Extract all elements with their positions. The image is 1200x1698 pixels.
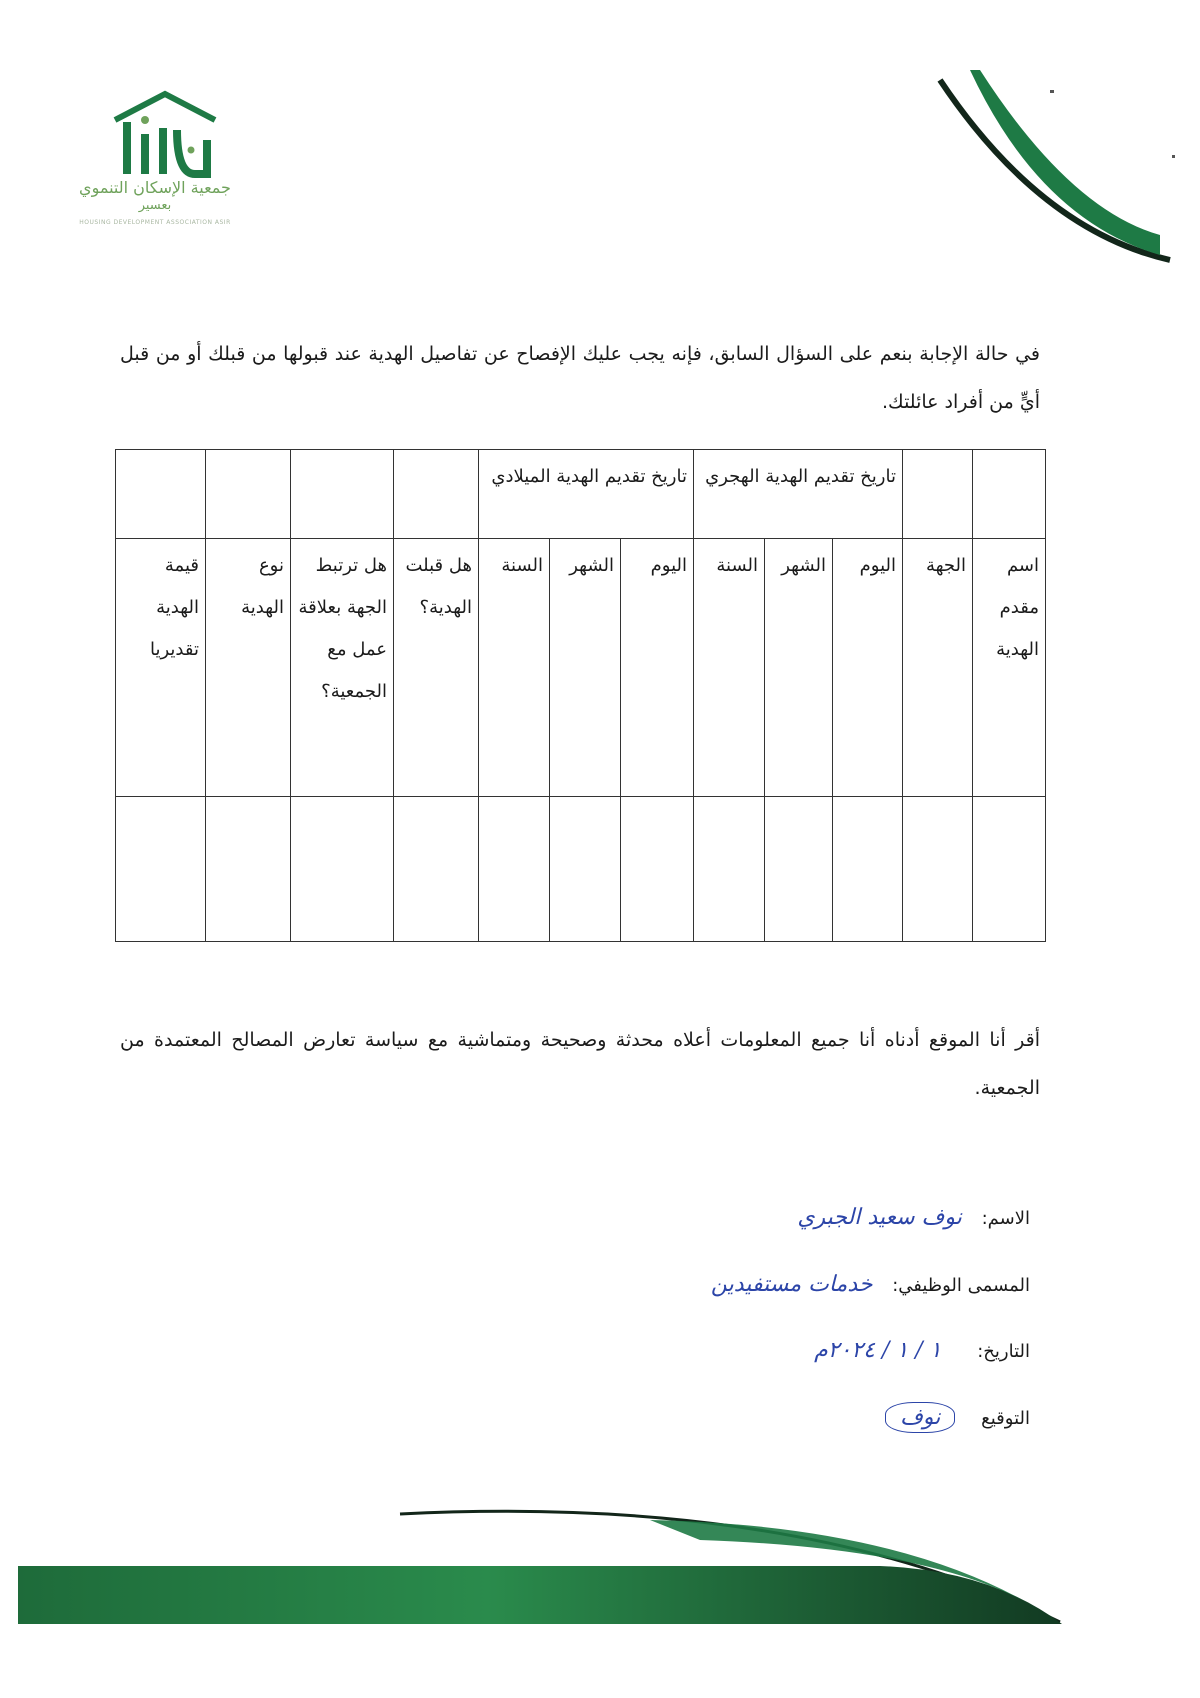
table-header-cell <box>973 450 1046 539</box>
job-title-field <box>711 1272 1030 1297</box>
table-row <box>116 797 1046 942</box>
date-value[interactable]: ١ / ١ / ٢٠٢٤م <box>814 1338 942 1363</box>
org-name-ar: جمعية الإسكان التنموي <box>79 178 231 197</box>
table-cell[interactable] <box>903 797 973 942</box>
table-cell[interactable] <box>550 797 621 942</box>
col-header-hijri-month: الشهر <box>765 539 833 797</box>
col-header-hijri-day: اليوم <box>833 539 903 797</box>
date-field <box>814 1338 1030 1363</box>
signature-label: التوقيع <box>981 1408 1030 1429</box>
name-label: الاسم: <box>981 1208 1030 1229</box>
col-header-gift-type: نوع الهدية <box>206 539 291 797</box>
table-cell[interactable] <box>116 797 206 942</box>
table-cell[interactable] <box>765 797 833 942</box>
table-header-cell <box>291 450 394 539</box>
signature-value[interactable]: نوف <box>885 1402 955 1433</box>
gregorian-date-group-header: تاريخ تقديم الهدية الميلادي <box>479 450 694 539</box>
table-cell[interactable] <box>206 797 291 942</box>
intro-paragraph: في حالة الإجابة بنعم على السؤال السابق، فإنه يجب عليك الإفصاح عن تفاصيل الهدية عند قبولها من قبلك أو من قبل أيٍّ من أفراد عائلتك. <box>120 343 1040 413</box>
col-header-giver-name: اسم مقدم الهدية <box>973 539 1046 797</box>
corner-swoosh-decoration <box>900 60 1200 280</box>
hijri-date-group-header: تاريخ تقديم الهدية الهجري <box>694 450 903 539</box>
table-cell[interactable] <box>291 797 394 942</box>
table-header-cell <box>206 450 291 539</box>
table-header-cell <box>394 450 479 539</box>
col-header-gift-value: قيمة الهدية تقديريا <box>116 539 206 797</box>
job-title-label: المسمى الوظيفي: <box>892 1275 1030 1296</box>
footer-band-decoration <box>0 1500 1200 1650</box>
name-field <box>797 1205 1030 1230</box>
col-header-greg-day: اليوم <box>621 539 694 797</box>
job-title-value[interactable]: خدمات مستفيدين <box>710 1272 873 1297</box>
org-city-ar: بعسير <box>138 198 172 213</box>
table-cell[interactable] <box>479 797 550 942</box>
col-header-work-relation: هل ترتبط الجهة بعلاقة عمل مع الجمعية؟ <box>291 539 394 797</box>
table-cell[interactable] <box>621 797 694 942</box>
col-header-greg-month: الشهر <box>550 539 621 797</box>
org-logo <box>40 80 270 240</box>
col-header-entity: الجهة <box>903 539 973 797</box>
table-column-header-row <box>116 539 1046 797</box>
name-value[interactable]: نوف سعيد الجبري <box>797 1205 962 1230</box>
signature-field <box>885 1405 1030 1430</box>
gift-disclosure-table <box>115 449 1046 942</box>
declaration-paragraph: أقر أنا الموقع أدناه أنا جميع المعلومات أعلاه محدثة وصحيحة ومتماشية مع سياسة تعارض المصالح المعتمدة من الجمعية. <box>120 1029 1040 1099</box>
house-logo-icon <box>95 90 225 180</box>
table-cell[interactable] <box>973 797 1046 942</box>
table-header-cell <box>903 450 973 539</box>
table-cell[interactable] <box>694 797 765 942</box>
col-header-accepted: هل قبلت الهدية؟ <box>394 539 479 797</box>
col-header-greg-year: السنة <box>479 539 550 797</box>
table-group-header-row <box>116 450 1046 539</box>
org-name-en: HOUSING DEVELOPMENT ASSOCIATION ASIR <box>79 219 231 226</box>
table-cell[interactable] <box>833 797 903 942</box>
table-cell[interactable] <box>394 797 479 942</box>
col-header-hijri-year: السنة <box>694 539 765 797</box>
date-label: التاريخ: <box>977 1341 1030 1362</box>
table-header-cell <box>116 450 206 539</box>
